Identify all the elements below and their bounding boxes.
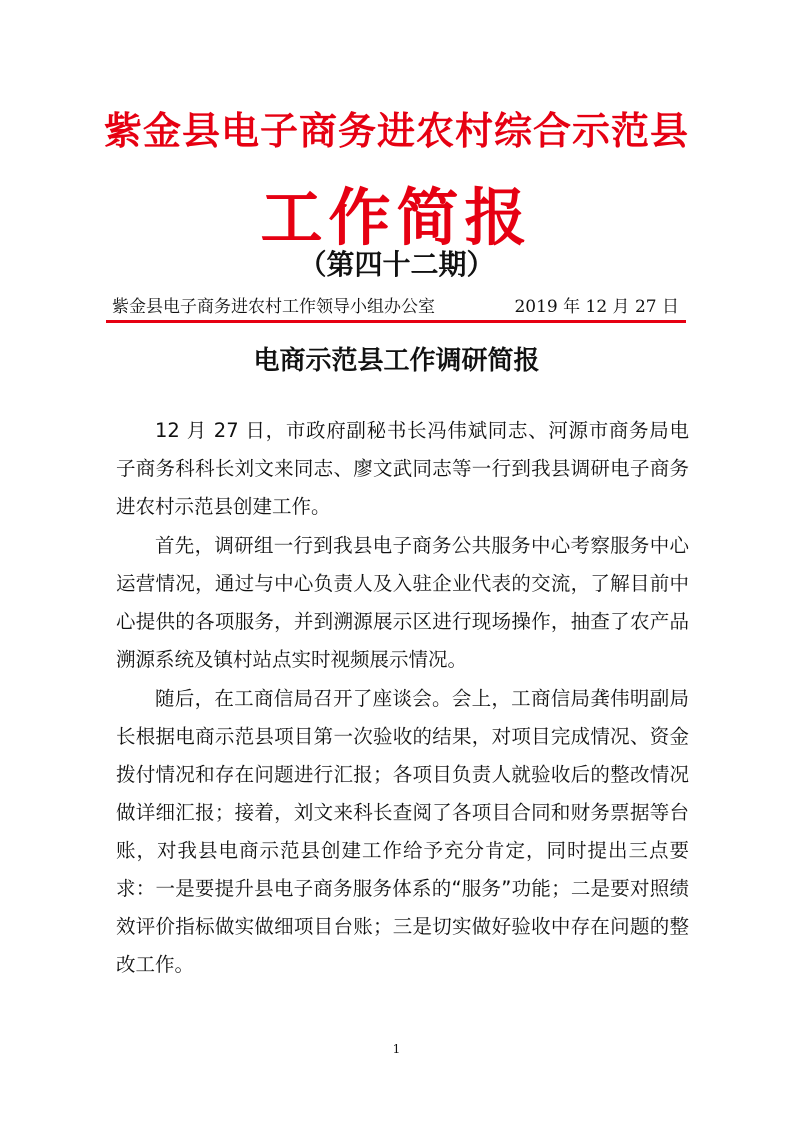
article-paragraph: 随后，在工商信局召开了座谈会。会上，工商信局龚伟明副局长根据电商示范县项目第一次验收的结果，对项目完成情况、资金拨付情况和存在问题进行汇报；各项目负责人就验收后的整改情况做详细汇报；接着，刘文来科长查阅了各项目合同和财务票据等台账，对我县电商示范县创建工作给予充分肯定，同时提出三点要求：一是要提升县电子商务服务体系的“服务”功能；二是要对照绩效评价指标做实做细项目台账；三是切实做好验收中存在问题的整改工作。 — [116, 687, 689, 976]
publisher-row — [112, 292, 687, 316]
article-paragraph: 12 月 27 日，市政府副秘书长冯伟斌同志、河源市商务局电子商务科科长刘文来同志、廖文武同志等一行到我县调研电子商务进农村示范县创建工作。 — [116, 419, 689, 518]
article-paragraph: 首先，调研组一行到我县电子商务公共服务中心考察服务中心运营情况，通过与中心负责人及入驻企业代表的交流，了解目前中心提供的各项服务，并到溯源展示区进行现场操作，抽查了农产品溯源系统及镇村站点实时视频展示情况。 — [116, 534, 689, 671]
article-body — [116, 412, 689, 985]
header-title-line1: 紫金县电子商务进农村综合示范县 — [103, 109, 689, 153]
header-divider — [106, 320, 686, 323]
page-number: 1 — [392, 1042, 401, 1056]
issue-number: （第四十二期） — [298, 248, 495, 281]
article-title: 电商示范县工作调研简报 — [253, 346, 540, 376]
publisher-office: 紫金县电子商务进农村工作领导小组办公室 — [112, 297, 435, 317]
header-title-line2: 工作简报 — [260, 181, 533, 254]
publish-date: 2019 年 12 月 27 日 — [514, 297, 679, 317]
